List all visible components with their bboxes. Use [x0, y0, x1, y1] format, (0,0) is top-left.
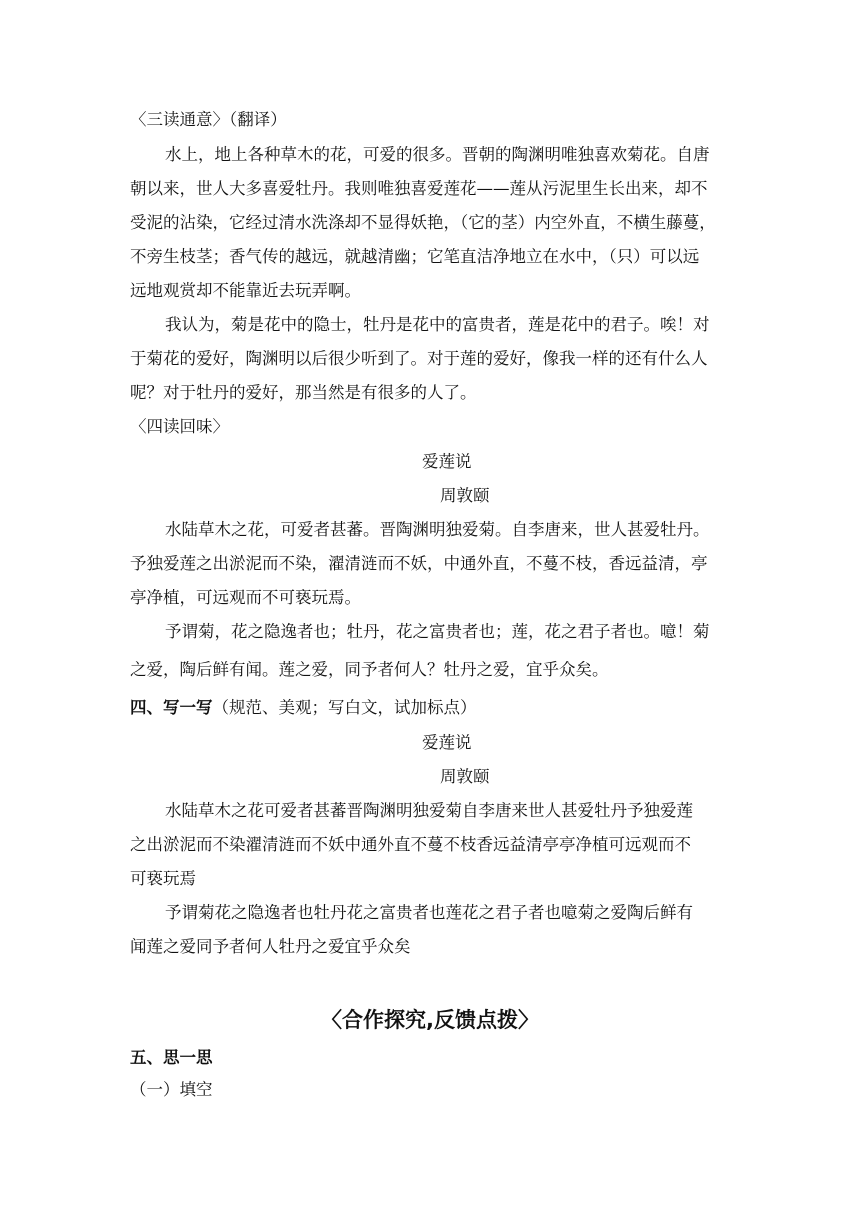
poem-title: 爱莲说 — [422, 452, 472, 471]
think-sub: （一）填空 — [130, 1080, 213, 1099]
poem-line: 水陆草木之花，可爱者甚蕃。晋陶渊明独爱菊。自李唐来，世人甚爱牡丹。 — [165, 520, 710, 539]
translation-line: 我认为，菊是花中的隐士，牡丹是花中的富贵者，莲是花中的君子。唉！对 — [165, 315, 710, 334]
think-heading: 五、思一思 — [130, 1048, 213, 1067]
translation-line: 呢？对于牡丹的爱好，那当然是有很多的人了。 — [130, 383, 477, 402]
translation-line: 朝以来，世人大多喜爱牡丹。我则唯独喜爱莲花——莲从污泥里生长出来，却不 — [130, 179, 708, 198]
write-line: 可亵玩焉 — [130, 869, 196, 888]
translation-line: 于菊花的爱好，陶渊明以后很少听到了。对于莲的爱好，像我一样的还有什么人 — [130, 349, 708, 368]
section-heading: 〈合作探究,反馈点拨〉 — [321, 1008, 539, 1032]
translation-line: 水上，地上各种草木的花，可爱的很多。晋朝的陶渊明唯独喜欢菊花。自唐 — [165, 145, 710, 164]
translation-line: 不旁生枝茎；香气传的越远，就越清幽；它笔直洁净地立在水中，（只）可以远 — [130, 247, 700, 266]
write-heading-line — [130, 696, 477, 720]
poem-line: 予独爱莲之出淤泥而不染，濯清涟而不妖，中通外直，不蔓不枝，香远益清，亭 — [130, 554, 708, 573]
write-line: 予谓菊花之隐逸者也牡丹花之富贵者也莲花之君子者也噫菊之爱陶后鲜有 — [165, 903, 693, 922]
write-title: 爱莲说 — [422, 733, 472, 752]
write-line: 水陆草木之花可爱者甚蕃晋陶渊明独爱菊自李唐来世人甚爱牡丹予独爱莲 — [165, 801, 693, 820]
write-line: 闻莲之爱同予者何人牡丹之爱宜乎众矣 — [130, 937, 411, 956]
write-heading: 四、写一写 — [130, 698, 213, 717]
sec3-label: 〈三读通意〉（翻译） — [130, 110, 287, 129]
poem-line: 亭净植，可远观而不可亵玩焉。 — [130, 588, 361, 607]
poem-line: 予谓菊，花之隐逸者也；牡丹，花之富贵者也；莲，花之君子者也。噫！菊 — [165, 622, 710, 641]
translation-line: 远地观赏却不能靠近去玩弄啊。 — [130, 281, 361, 300]
poem-line: 之爱，陶后鲜有闻。莲之爱，同予者何人？牡丹之爱，宜乎众矣。 — [130, 660, 609, 679]
translation-line: 受泥的沾染，它经过清水洗涤却不显得妖艳，（它的茎）内空外直，不横生藤蔓， — [130, 213, 716, 232]
write-author: 周敦颐 — [440, 767, 490, 786]
write-note: （规范、美观；写白文，试加标点） — [212, 698, 477, 717]
write-line: 之出淤泥而不染濯清涟而不妖中通外直不蔓不枝香远益清亭亭净植可远观而不 — [130, 835, 691, 854]
poem-author: 周敦颐 — [440, 486, 490, 505]
sec4-label: 〈四读回味〉 — [130, 417, 229, 436]
